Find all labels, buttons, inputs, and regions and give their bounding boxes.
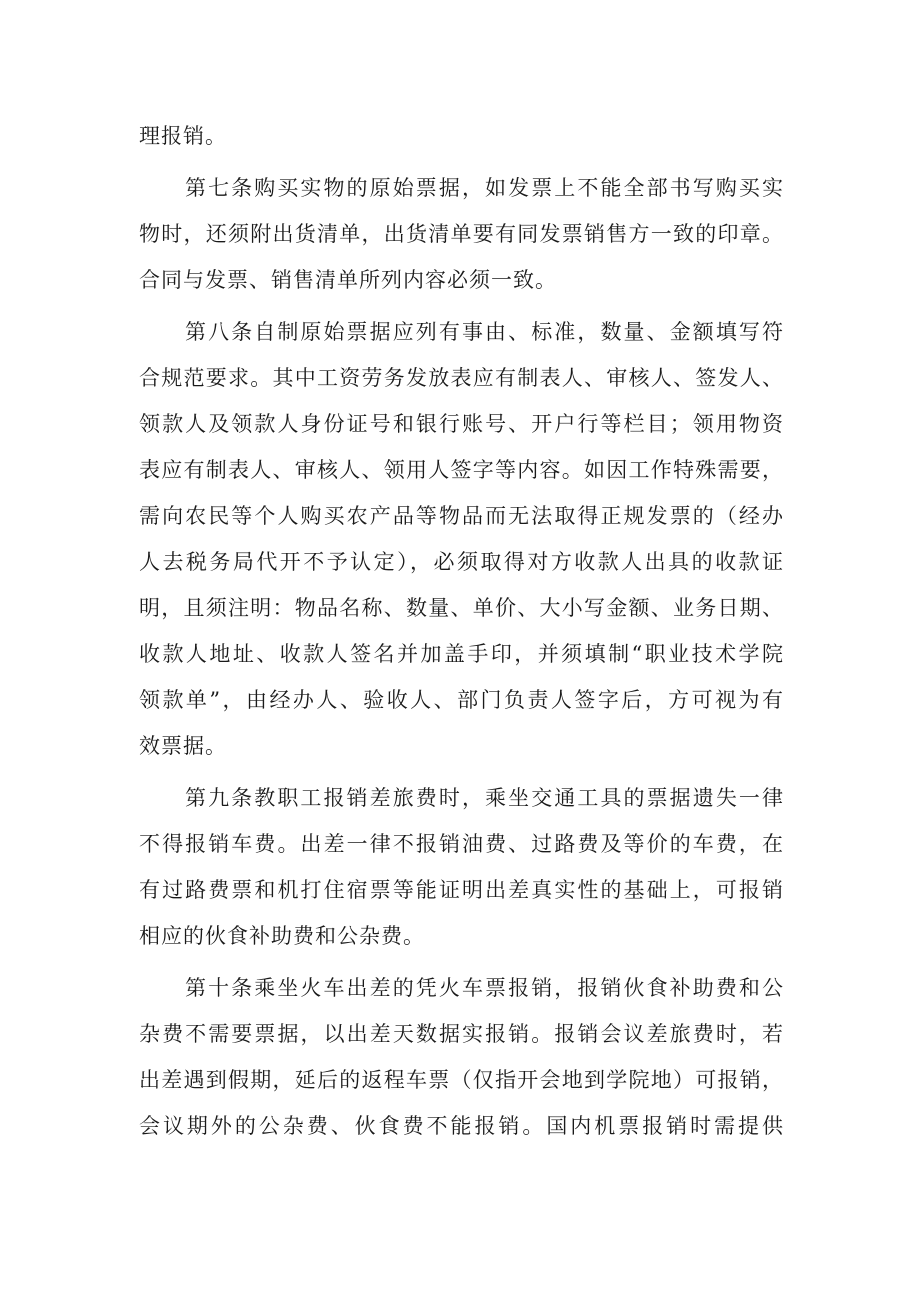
paragraph-line: 出差遇到假期，延后的返程车票（仅指开会地到学院地）可报销， xyxy=(139,1068,784,1092)
paragraph-line: 理报销。 xyxy=(139,124,227,148)
paragraph-line: 会议期外的公杂费、伙食费不能报销。国内机票报销时需提供 xyxy=(139,1114,784,1138)
paragraph-line: 合同与发票、销售清单所列内容必须一致。 xyxy=(139,268,557,292)
paragraph-line: 领款人及领款人身份证号和银行账号、开户行等栏目；领用物资 xyxy=(139,412,784,436)
article-7-first-line: 第七条购买实物的原始票据，如发票上不能全部书写购买实 xyxy=(185,176,784,200)
paragraph-line: 明，且须注明：物品名称、数量、单价、大小写金额、业务日期、 xyxy=(139,596,784,620)
paragraph-line: 有过路费票和机打住宿票等能证明出差真实性的基础上，可报销 xyxy=(139,878,784,902)
document-body xyxy=(139,113,784,1149)
paragraph-line: 不得报销车费。出差一律不报销油费、过路费及等价的车费，在 xyxy=(139,832,784,856)
article-9-first-line: 第九条教职工报销差旅费时，乘坐交通工具的票据遗失一律 xyxy=(185,786,784,810)
paragraph-line: 收款人地址、收款人签名并加盖手印，并须填制“职业技术学院 xyxy=(139,642,784,666)
paragraph-line: 杂费不需要票据，以出差天数据实报销。报销会议差旅费时，若 xyxy=(139,1022,784,1046)
paragraph-line: 人去税务局代开不予认定），必须取得对方收款人出具的收款证 xyxy=(139,550,784,574)
paragraph-line: 领款单”，由经办人、验收人、部门负责人签字后，方可视为有 xyxy=(139,688,784,712)
paragraph-line: 物时，还须附出货清单，出货清单要有同发票销售方一致的印章。 xyxy=(139,222,784,246)
paragraph-line: 需向农民等个人购买农产品等物品而无法取得正规发票的（经办 xyxy=(139,504,784,528)
paragraph-line: 合规范要求。其中工资劳务发放表应有制表人、审核人、签发人、 xyxy=(139,366,784,390)
paragraph-line: 表应有制表人、审核人、领用人签字等内容。如因工作特殊需要， xyxy=(139,458,784,482)
paragraph-line: 效票据。 xyxy=(139,734,227,758)
paragraph-line: 相应的伙食补助费和公杂费。 xyxy=(139,924,425,948)
article-10-first-line: 第十条乘坐火车出差的凭火车票报销，报销伙食补助费和公 xyxy=(185,976,784,1000)
article-8-first-line: 第八条自制原始票据应列有事由、标准，数量、金额填写符 xyxy=(185,320,784,344)
